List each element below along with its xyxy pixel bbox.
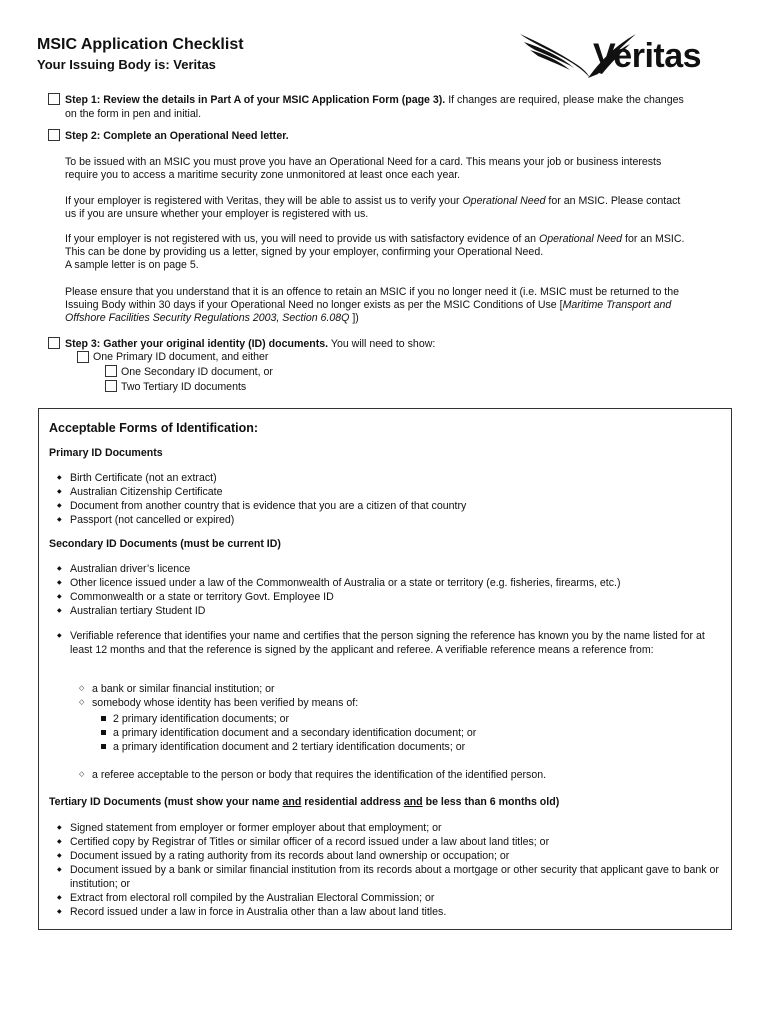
list-item: ◆ Extract from electoral roll compiled by the Australian Electoral Commission; or	[49, 891, 724, 905]
list-item: ◆ Document issued by a bank or similar financial institution from its records about a mortgage or other security that applicant gave to bank or institution; or	[49, 863, 724, 891]
secondary-id-option: One Secondary ID document, or	[121, 366, 273, 378]
para4-line1: Please ensure that you understand that it is an offence to retain an MSIC if you no longer need it (i.e. MSIC must be returned to the	[65, 286, 680, 298]
list-item: ◇ somebody whose identity has been verified by means of:	[77, 696, 358, 710]
acceptable-id-box	[38, 408, 732, 930]
page-title: MSIC Application Checklist	[37, 36, 244, 53]
para3-line3: A sample letter is on page 5.	[65, 259, 199, 271]
step1-checkbox[interactable]	[48, 93, 60, 105]
list-item: ◆ Record issued under a law in force in Australia other than a law about land titles.	[49, 905, 724, 919]
para2-line2: us if you are unsure whether your employer is registered with us.	[65, 208, 369, 220]
step3-heading: Step 3: Gather your original identity (ID) documents. You will need to show:	[65, 338, 436, 350]
step1-line1: Step 1: Review the details in Part A of your MSIC Application Form (page 3). If changes are required, please make the changes	[65, 94, 684, 106]
list-item: ◆ Commonwealth or a state or territory Govt. Employee ID	[49, 590, 724, 604]
list-item: ◆ Australian driver’s licence	[49, 562, 724, 576]
list-item: ◆ Certified copy by Registrar of Titles or similar officer of a record issued under a law about land titles; or	[49, 835, 724, 849]
step3-checkbox[interactable]	[48, 337, 60, 349]
list-item: ◆ Birth Certificate (not an extract)	[49, 471, 724, 485]
list-item: a primary identification document and 2 tertiary identification documents; or	[97, 740, 476, 754]
verifiable-reference-list	[49, 629, 724, 657]
para4-line3: Offshore Facilities Security Regulations 2003, Section 6.08Q ])	[65, 312, 359, 324]
verifiable-reference-item: ◆ Verifiable reference that identifies your name and certifies that the person signing the reference has known you by the name listed for at least 12 months and that the reference is signed by the applicant and referee. A verifiable reference means a reference from:	[49, 629, 724, 657]
para4-line2: Issuing Body within 30 days if your Operational Need no longer exists as per the MSIC Conditions of Use [Maritime Transport and	[65, 299, 672, 311]
para3-line2: This can be done by providing us a letter, signed by your employer, confirming your Operational Need.	[65, 246, 544, 258]
primary-id-option: One Primary ID document, and either	[93, 351, 269, 363]
list-item: ◆ Australian tertiary Student ID	[49, 604, 724, 618]
issuing-body-subtitle: Your Issuing Body is: Veritas	[37, 57, 216, 72]
veritas-logo-text: Veritas	[593, 37, 702, 75]
tertiary-id-heading: Tertiary ID Documents (must show your name and residential address and be less than 6 months old)	[49, 796, 560, 808]
list-item: ◆ Other licence issued under a law of the Commonwealth of Australia or a state or territory (e.g. fisheries, firearms, etc.)	[49, 576, 724, 590]
identity-means-list	[97, 712, 476, 754]
para1-line1: To be issued with an MSIC you must prove you have an Operational Need for a card. This means your job or business interests	[65, 156, 662, 168]
primary-id-checkbox[interactable]	[77, 351, 89, 363]
tertiary-id-list	[49, 821, 724, 919]
para1-line2: require you to access a maritime security zone unmonitored at least once each year.	[65, 169, 461, 181]
secondary-id-heading: Secondary ID Documents (must be current ID)	[49, 538, 281, 550]
tertiary-id-option: Two Tertiary ID documents	[121, 381, 247, 393]
list-item: a primary identification document and a secondary identification document; or	[97, 726, 476, 740]
primary-id-list	[49, 471, 724, 527]
list-item: 2 primary identification documents; or	[97, 712, 476, 726]
step2-checkbox[interactable]	[48, 129, 60, 141]
step2-heading: Step 2: Complete an Operational Need letter.	[65, 130, 289, 142]
primary-id-heading: Primary ID Documents	[49, 447, 163, 459]
list-item: ◆ Document issued by a rating authority from its records about land ownership or occupation; or	[49, 849, 724, 863]
tertiary-id-checkbox[interactable]	[105, 380, 117, 392]
secondary-id-list	[49, 562, 724, 618]
list-item: ◆ Signed statement from employer or former employer about that employment; or	[49, 821, 724, 835]
reference-sources-list	[77, 682, 358, 710]
step1-line2: on the form in pen and initial.	[65, 108, 202, 120]
list-item: ◆ Australian Citizenship Certificate	[49, 485, 724, 499]
list-item: ◇ a bank or similar financial institution; or	[77, 682, 358, 696]
secondary-id-checkbox[interactable]	[105, 365, 117, 377]
list-item: ◇ a referee acceptable to the person or body that requires the identification of the identified person.	[77, 768, 546, 782]
para2-line1: If your employer is registered with Veritas, they will be able to assist us to verify your Operational Need for an MSIC. Please contact	[65, 195, 681, 207]
list-item: ◆ Passport (not cancelled or expired)	[49, 513, 724, 527]
referee-list	[77, 768, 546, 782]
para3-line1: If your employer is not registered with us, you will need to provide us with satisfactory evidence of an Operational Need for an MSIC.	[65, 233, 685, 245]
acceptable-id-title: Acceptable Forms of Identification:	[49, 421, 259, 435]
list-item: ◆ Document from another country that is evidence that you are a citizen of that country	[49, 499, 724, 513]
